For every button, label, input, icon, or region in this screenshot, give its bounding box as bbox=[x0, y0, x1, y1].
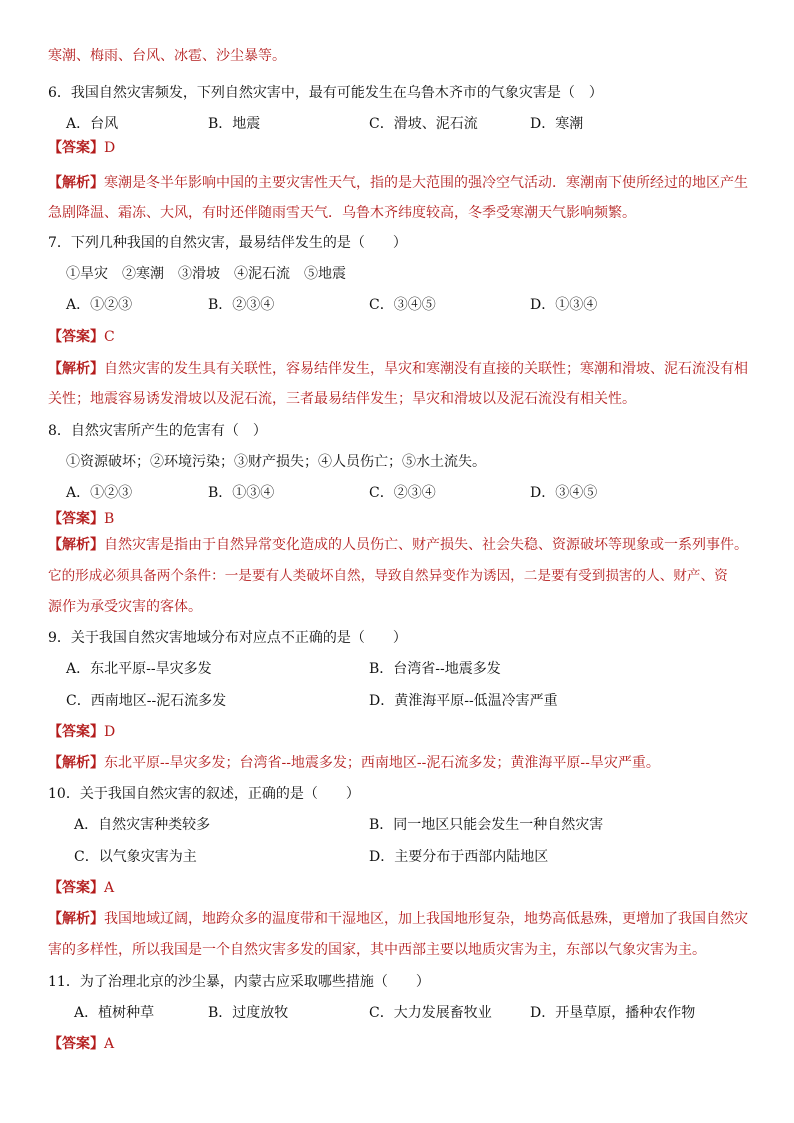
q6-answer-value: D bbox=[104, 140, 116, 156]
q11-option-a: A．植树种草 bbox=[74, 1005, 155, 1021]
question-7-stem: 7．下列几种我国的自然灾害，最易结伴发生的是（ ） bbox=[48, 235, 407, 251]
q7-explanation-line-1: 【解析】自然灾害的发生具有关联性，容易结伴发生，旱灾和寒潮没有直接的关联性；寒潮和滑坡、泥石流没有相 bbox=[48, 361, 748, 377]
q6-answer bbox=[48, 138, 115, 158]
q11-answer: 【答案】A bbox=[48, 1036, 115, 1052]
explain-label: 【解析】 bbox=[48, 175, 104, 191]
q6-explanation-line-2: 急剧降温、霜冻、大风，有时还伴随雨雪天气．乌鲁木齐纬度较高，冬季受寒潮天气影响频繁。 bbox=[48, 205, 636, 221]
q7-option-b: B．②③④ bbox=[208, 297, 275, 313]
q9-explanation-line-1: 【解析】东北平原--旱灾多发；台湾省--地震多发；西南地区--泥石流多发；黄淮海平原--旱灾严重。 bbox=[48, 755, 660, 771]
q11-option-c: C．大力发展畜牧业 bbox=[369, 1005, 492, 1021]
q6-option-b: B．地震 bbox=[208, 116, 261, 132]
q7-explanation-line-2: 关性；地震容易诱发滑坡以及泥石流，三者最易结伴发生；旱灾和滑坡以及泥石流没有相关性。 bbox=[48, 391, 636, 407]
q8-option-c: C．②③④ bbox=[369, 485, 436, 501]
question-11-stem: 11．为了治理北京的沙尘暴，内蒙古应采取哪些措施（ ） bbox=[48, 974, 430, 990]
question-9-stem: 9．关于我国自然灾害地域分布对应点不正确的是（ ） bbox=[48, 630, 407, 646]
question-6-stem: 6．我国自然灾害频发，下列自然灾害中，最有可能发生在乌鲁木齐市的气象灾害是（ ） bbox=[48, 85, 603, 101]
q7-items: ①旱灾 ②寒潮 ③滑坡 ④泥石流 ⑤地震 bbox=[66, 266, 346, 282]
q11-option-d: D．开垦草原，播种农作物 bbox=[530, 1005, 696, 1021]
q9-answer: 【答案】D bbox=[48, 724, 116, 740]
q10-option-c: C．以气象灾害为主 bbox=[74, 849, 197, 865]
q7-answer-value: C bbox=[104, 329, 115, 345]
q8-explanation-line-1: 【解析】自然灾害是指由于自然异常变化造成的人员伤亡、财产损失、社会失稳、资源破坏等现象或一系列事件。 bbox=[48, 537, 748, 553]
q9-option-d: D．黄淮海平原--低温冷害严重 bbox=[369, 693, 558, 709]
q9-option-a: A．东北平原--旱灾多发 bbox=[66, 661, 212, 677]
q7-option-c: C．③④⑤ bbox=[369, 297, 436, 313]
q6-explanation-line-1: 【解析】寒潮是冬半年影响中国的主要灾害性天气，指的是大范围的强冷空气活动．寒潮南下使所经过的地区产生 bbox=[48, 175, 748, 191]
q8-option-a: A．①②③ bbox=[66, 485, 133, 501]
q9-option-b: B．台湾省--地震多发 bbox=[369, 661, 501, 677]
q8-answer-value: B bbox=[104, 511, 115, 527]
q10-option-b: B．同一地区只能会发生一种自然灾害 bbox=[369, 817, 604, 833]
answer-label: 【答案】 bbox=[48, 140, 104, 156]
q10-explanation-line-2: 害的多样性，所以我国是一个自然灾害多发的国家，其中西部主要以地质灾害为主，东部以气象灾害为主。 bbox=[48, 942, 706, 958]
q10-explanation-line-1: 【解析】我国地域辽阔，地跨众多的温度带和干湿地区，加上我国地形复杂，地势高低悬殊，更增加了我国自然灾 bbox=[48, 911, 748, 927]
q10-answer: 【答案】A bbox=[48, 880, 115, 896]
q6-option-c: C．滑坡、泥石流 bbox=[369, 116, 478, 132]
q9-option-c: C．西南地区--泥石流多发 bbox=[66, 693, 227, 709]
q7-option-a: A．①②③ bbox=[66, 297, 133, 313]
q8-explanation-line-2: 它的形成必须具备两个条件：一是要有人类破坏自然，导致自然异变作为诱因，二是要有受到损害的人、财产、资 bbox=[48, 568, 728, 584]
q10-option-d: D．主要分布于西部内陆地区 bbox=[369, 849, 549, 865]
q8-answer: 【答案】B bbox=[48, 511, 115, 527]
q10-answer-value: A bbox=[104, 880, 115, 896]
q6-option-a: A．台风 bbox=[66, 116, 119, 132]
question-8-stem: 8．自然灾害所产生的危害有（ ） bbox=[48, 423, 267, 439]
q7-answer: 【答案】C bbox=[48, 329, 115, 345]
q11-option-b: B．过度放牧 bbox=[208, 1005, 289, 1021]
q8-explanation-line-3: 源作为承受灾害的客体。 bbox=[48, 599, 202, 615]
q11-answer-value: A bbox=[104, 1036, 115, 1052]
q6-option-d: D．寒潮 bbox=[530, 116, 584, 132]
q7-option-d: D．①③④ bbox=[530, 297, 598, 313]
q10-option-a: A．自然灾害种类较多 bbox=[74, 817, 211, 833]
intro-line: 寒潮、梅雨、台风、冰雹、沙尘暴等。 bbox=[48, 48, 286, 64]
q8-option-b: B．①③④ bbox=[208, 485, 275, 501]
question-10-stem: 10．关于我国自然灾害的叙述，正确的是（ ） bbox=[48, 786, 360, 802]
q8-option-d: D．③④⑤ bbox=[530, 485, 598, 501]
q9-answer-value: D bbox=[104, 724, 116, 740]
q8-items: ①资源破坏；②环境污染；③财产损失；④人员伤亡；⑤水土流失。 bbox=[66, 454, 486, 470]
